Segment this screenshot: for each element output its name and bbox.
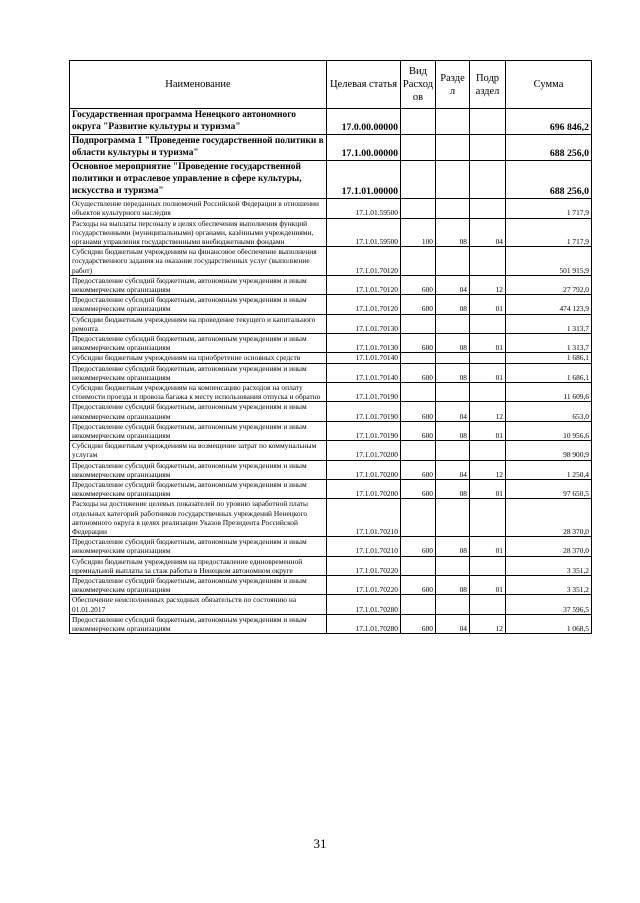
cell-sum: 501 915,9 [506,247,592,276]
header-sum: Сумма [506,61,592,109]
header-razdel: Разде л [436,61,470,109]
header-podrazdel: Подр аздел [470,61,506,109]
cell-code: 17.1.01.00000 [327,161,401,199]
cell-sum: 1 717,9 [506,218,592,247]
table-row [70,614,592,633]
cell-razdel [436,441,470,460]
cell-sum: 3 351,2 [506,576,592,595]
cell-code: 17.1.01.70200 [327,441,401,460]
cell-podrazdel: 12 [470,402,506,421]
cell-razdel: 08 [436,334,470,353]
cell-code: 17.1.01.70220 [327,576,401,595]
cell-podrazdel [470,314,506,333]
table-row [70,218,592,247]
cell-podrazdel: 04 [470,218,506,247]
cell-vid: 600 [401,275,436,294]
cell-sum: 1 313,7 [506,314,592,333]
table-row [70,275,592,294]
table-row [70,402,592,421]
cell-name: Государственная программа Ненецкого автономного округа "Развитие культуры и туризма" [70,109,327,135]
cell-podrazdel: 12 [470,275,506,294]
cell-sum: 653,0 [506,402,592,421]
cell-podrazdel [470,161,506,199]
cell-podrazdel [470,441,506,460]
cell-sum: 1 250,4 [506,460,592,479]
cell-name: Субсидии бюджетным учреждениям на возмещение затрат по коммунальным услугам [70,441,327,460]
cell-sum: 37 596,5 [506,595,592,614]
cell-code: 17.1.01.70190 [327,383,401,402]
cell-vid [401,314,436,333]
cell-code: 17.1.01.70120 [327,247,401,276]
cell-sum: 1 068,5 [506,614,592,633]
cell-podrazdel [470,353,506,363]
cell-name: Субсидии бюджетным учреждениям на приобретение основных средств [70,353,327,363]
cell-code: 17.1.01.70130 [327,314,401,333]
cell-podrazdel: 01 [470,576,506,595]
table-header-row [70,61,592,109]
cell-razdel: 08 [436,363,470,382]
cell-vid [401,595,436,614]
cell-razdel: 08 [436,295,470,314]
table-body [70,109,592,634]
cell-name: Субсидии бюджетным учреждениям на компенсацию расходов на оплату стоимости проезда и провоза багажа к месту использования отпуска и обратно [70,383,327,402]
cell-sum: 97 650,5 [506,480,592,499]
cell-vid: 600 [401,295,436,314]
cell-name: Основное мероприятие "Проведение государственной политики и отраслевое управление в сфере культуры, искусства и туризма" [70,161,327,199]
table-row [70,421,592,440]
cell-podrazdel: 01 [470,421,506,440]
cell-name: Субсидии бюджетным учреждениям на предоставление единовременной премиальной выплаты за стаж работы в Ненецком автономном округе [70,556,327,575]
cell-podrazdel [470,556,506,575]
cell-name: Предоставление субсидий бюджетным, автономным учреждениям и иным некоммерческим организациям [70,363,327,382]
cell-sum: 1 686,1 [506,363,592,382]
cell-sum: 688 256,0 [506,161,592,199]
table-row [70,334,592,353]
cell-vid: 600 [401,460,436,479]
table-row [70,556,592,575]
cell-podrazdel: 01 [470,363,506,382]
page-number: 31 [313,836,327,851]
table-row [70,441,592,460]
header-code: Целевая статья [327,61,401,109]
cell-vid: 600 [401,421,436,440]
cell-vid: 600 [401,402,436,421]
cell-sum: 3 351,2 [506,556,592,575]
cell-podrazdel [470,199,506,218]
cell-razdel: 08 [436,218,470,247]
cell-razdel [436,499,470,537]
cell-name: Расходы на достижение целевых показателей по уровню заработной платы отдельных категорий работников государственных учреждений Ненецкого автономного округа в целях реализации Указов Президента Российской Федерации [70,499,327,537]
cell-name: Предоставление субсидий бюджетным, автономным учреждениям и иным некоммерческим организациям [70,295,327,314]
cell-name: Предоставление субсидий бюджетным, автономным учреждениям и иным некоммерческим организациям [70,576,327,595]
table-row [70,135,592,161]
cell-vid [401,247,436,276]
cell-code: 17.1.01.70210 [327,499,401,537]
cell-vid [401,161,436,199]
cell-vid [401,499,436,537]
cell-podrazdel: 01 [470,295,506,314]
cell-code: 17.1.01.70280 [327,595,401,614]
cell-name: Предоставление субсидий бюджетным, автономным учреждениям и иным некоммерческим организациям [70,614,327,633]
cell-podrazdel: 01 [470,537,506,556]
cell-sum: 474 123,9 [506,295,592,314]
cell-vid: 100 [401,218,436,247]
cell-podrazdel [470,383,506,402]
table-row [70,383,592,402]
cell-code: 17.1.01.70280 [327,614,401,633]
cell-code: 17.1.01.70120 [327,295,401,314]
cell-razdel: 04 [436,402,470,421]
cell-name: Субсидии бюджетным учреждениям на проведение текущего и капитального ремонта [70,314,327,333]
cell-podrazdel: 12 [470,460,506,479]
cell-razdel: 04 [436,275,470,294]
cell-podrazdel [470,247,506,276]
table-row [70,363,592,382]
cell-sum: 28 370,0 [506,537,592,556]
cell-razdel [436,109,470,135]
cell-sum: 696 846,2 [506,109,592,135]
cell-code: 17.1.01.70200 [327,460,401,479]
cell-podrazdel: 01 [470,334,506,353]
budget-table [69,60,592,634]
cell-podrazdel: 12 [470,614,506,633]
header-vid: Вид Расход ов [401,61,436,109]
cell-code: 17.1.01.70220 [327,556,401,575]
cell-sum: 11 609,6 [506,383,592,402]
table-row [70,199,592,218]
cell-name: Предоставление субсидий бюджетным, автономным учреждениям и иным некоммерческим организациям [70,480,327,499]
cell-sum: 10 956,6 [506,421,592,440]
cell-vid: 600 [401,480,436,499]
cell-razdel [436,595,470,614]
cell-sum: 1 717,9 [506,199,592,218]
cell-name: Предоставление субсидий бюджетным, автономным учреждениям и иным некоммерческим организациям [70,334,327,353]
cell-name: Предоставление субсидий бюджетным, автономным учреждениям и иным некоммерческим организациям [70,275,327,294]
cell-code: 17.1.01.70200 [327,480,401,499]
header-name: Наименование [70,61,327,109]
cell-podrazdel [470,135,506,161]
cell-vid [401,441,436,460]
cell-razdel: 08 [436,537,470,556]
cell-vid [401,556,436,575]
cell-code: 17.1.00.00000 [327,135,401,161]
cell-vid: 600 [401,537,436,556]
cell-vid [401,135,436,161]
cell-razdel [436,199,470,218]
cell-razdel [436,135,470,161]
cell-razdel: 08 [436,480,470,499]
table-row [70,295,592,314]
cell-vid [401,353,436,363]
cell-name: Предоставление субсидий бюджетным, автономным учреждениям и иным некоммерческим организациям [70,421,327,440]
cell-code: 17.1.01.59500 [327,218,401,247]
cell-vid: 600 [401,576,436,595]
cell-sum: 28 370,0 [506,499,592,537]
cell-razdel [436,161,470,199]
table-row [70,247,592,276]
cell-name: Предоставление субсидий бюджетным, автономным учреждениям и иным некоммерческим организациям [70,402,327,421]
cell-razdel: 08 [436,421,470,440]
cell-code: 17.1.01.70140 [327,353,401,363]
table-row [70,353,592,363]
cell-razdel [436,353,470,363]
table-row [70,576,592,595]
cell-vid: 600 [401,334,436,353]
cell-podrazdel [470,109,506,135]
cell-razdel [436,247,470,276]
cell-code: 17.1.01.70140 [327,363,401,382]
cell-podrazdel [470,595,506,614]
cell-razdel: 04 [436,614,470,633]
cell-name: Подпрограмма 1 "Проведение государственной политики в области культуры и туризма" [70,135,327,161]
table-row [70,460,592,479]
cell-razdel [436,556,470,575]
cell-sum: 27 792,0 [506,275,592,294]
cell-vid: 600 [401,363,436,382]
cell-code: 17.1.01.70190 [327,402,401,421]
cell-vid [401,199,436,218]
cell-code: 17.1.01.70190 [327,421,401,440]
cell-razdel: 08 [436,576,470,595]
cell-name: Предоставление субсидий бюджетным, автономным учреждениям и иным некоммерческим организациям [70,537,327,556]
cell-name: Расходы на выплаты персоналу в целях обеспечения выполнения функций государственными (муниципальными) органами, казёнными учреждениями, органами управления государственными внебюджетными фондами [70,218,327,247]
cell-sum: 1 313,7 [506,334,592,353]
cell-podrazdel: 01 [470,480,506,499]
table-row [70,499,592,537]
cell-podrazdel [470,499,506,537]
cell-vid [401,109,436,135]
cell-code: 17.0.00.00000 [327,109,401,135]
cell-razdel [436,314,470,333]
cell-code: 17.1.01.59500 [327,199,401,218]
cell-name: Субсидии бюджетным учреждениям на финансовое обеспечение выполнения государственного задания на оказание государственных услуг (выполнение работ) [70,247,327,276]
table-row [70,161,592,199]
cell-razdel [436,383,470,402]
table-row [70,109,592,135]
table-row [70,480,592,499]
cell-sum: 688 256,0 [506,135,592,161]
cell-code: 17.1.01.70210 [327,537,401,556]
table-row [70,537,592,556]
cell-vid [401,383,436,402]
cell-name: Обеспечение неисполненных расходных обязательств по состоянию на 01.01.2017 [70,595,327,614]
table-row [70,314,592,333]
table-row [70,595,592,614]
cell-sum: 1 686,1 [506,353,592,363]
cell-name: Предоставление субсидий бюджетным, автономным учреждениям и иным некоммерческим организациям [70,460,327,479]
cell-razdel: 04 [436,460,470,479]
cell-name: Осуществление переданных полномочий Российской Федерации в отношении объектов культурного наследия [70,199,327,218]
cell-sum: 98 900,9 [506,441,592,460]
cell-code: 17.1.01.70130 [327,334,401,353]
cell-code: 17.1.01.70120 [327,275,401,294]
cell-vid: 600 [401,614,436,633]
